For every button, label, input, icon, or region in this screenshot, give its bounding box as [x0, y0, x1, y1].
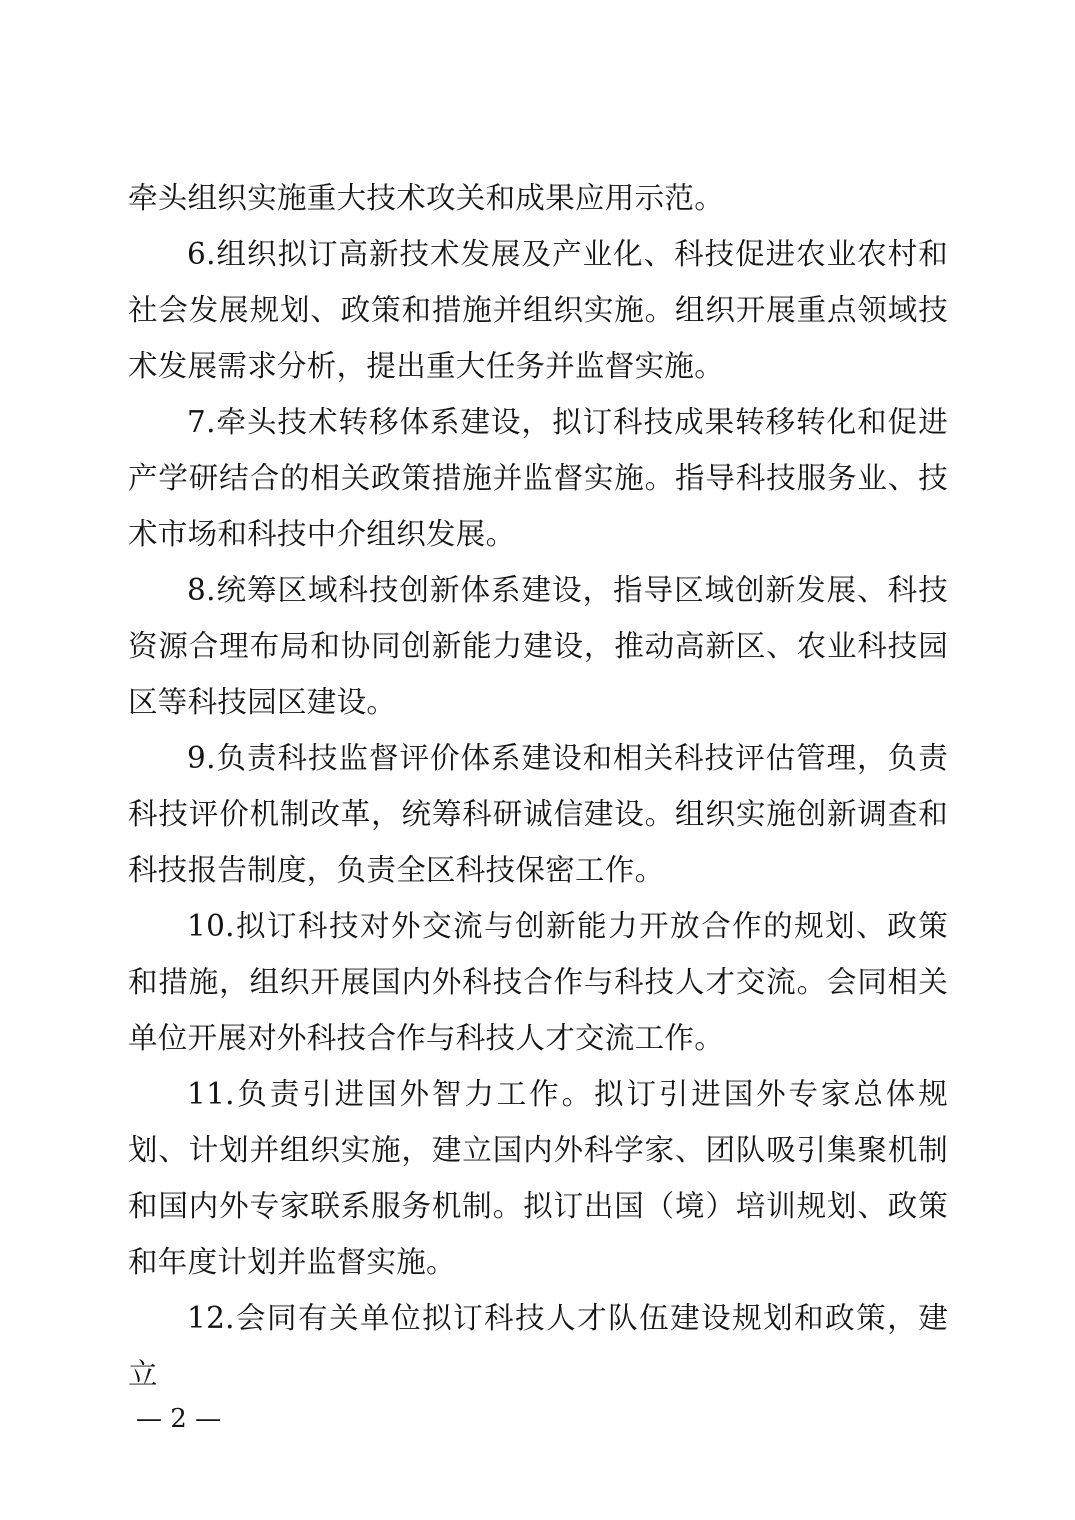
page-number: — 2 — — [136, 1404, 222, 1434]
paragraph-item-8: 8.统筹区域科技创新体系建设，指导区域创新发展、科技资源合理布局和协同创新能力建设，推动高新区、农业科技园区等科技园区建设。 — [128, 573, 948, 719]
paragraph-item-12: 12.会同有关单位拟订科技人才队伍建设规划和政策，建立 — [128, 1301, 948, 1391]
paragraph-item-11: 11.负责引进国外智力工作。拟订引进国外专家总体规划、计划并组织实施，建立国内外科学家、团队吸引集聚机制和国内外专家联系服务机制。拟订出国（境）培训规划、政策和年度计划并监督实施。 — [128, 1077, 948, 1279]
paragraph-item-9: 9.负责科技监督评价体系建设和相关科技评估管理，负责科技评价机制改革，统筹科研诚信建设。组织实施创新调查和科技报告制度，负责全区科技保密工作。 — [128, 741, 948, 887]
paragraph-item-6: 6.组织拟订高新技术发展及产业化、科技促进农业农村和社会发展规划、政策和措施并组织实施。组织开展重点领域技术发展需求分析，提出重大任务并监督实施。 — [128, 237, 948, 383]
paragraph-item-10: 10.拟订科技对外交流与创新能力开放合作的规划、政策和措施，组织开展国内外科技合作与科技人才交流。会同相关单位开展对外科技合作与科技人才交流工作。 — [128, 909, 948, 1055]
document-body — [128, 170, 948, 1402]
paragraph-item-7: 7.牵头技术转移体系建设，拟订科技成果转移转化和促进产学研结合的相关政策措施并监督实施。指导科技服务业、技术市场和科技中介组织发展。 — [128, 405, 948, 551]
paragraph-continuation: 牵头组织实施重大技术攻关和成果应用示范。 — [128, 181, 725, 215]
